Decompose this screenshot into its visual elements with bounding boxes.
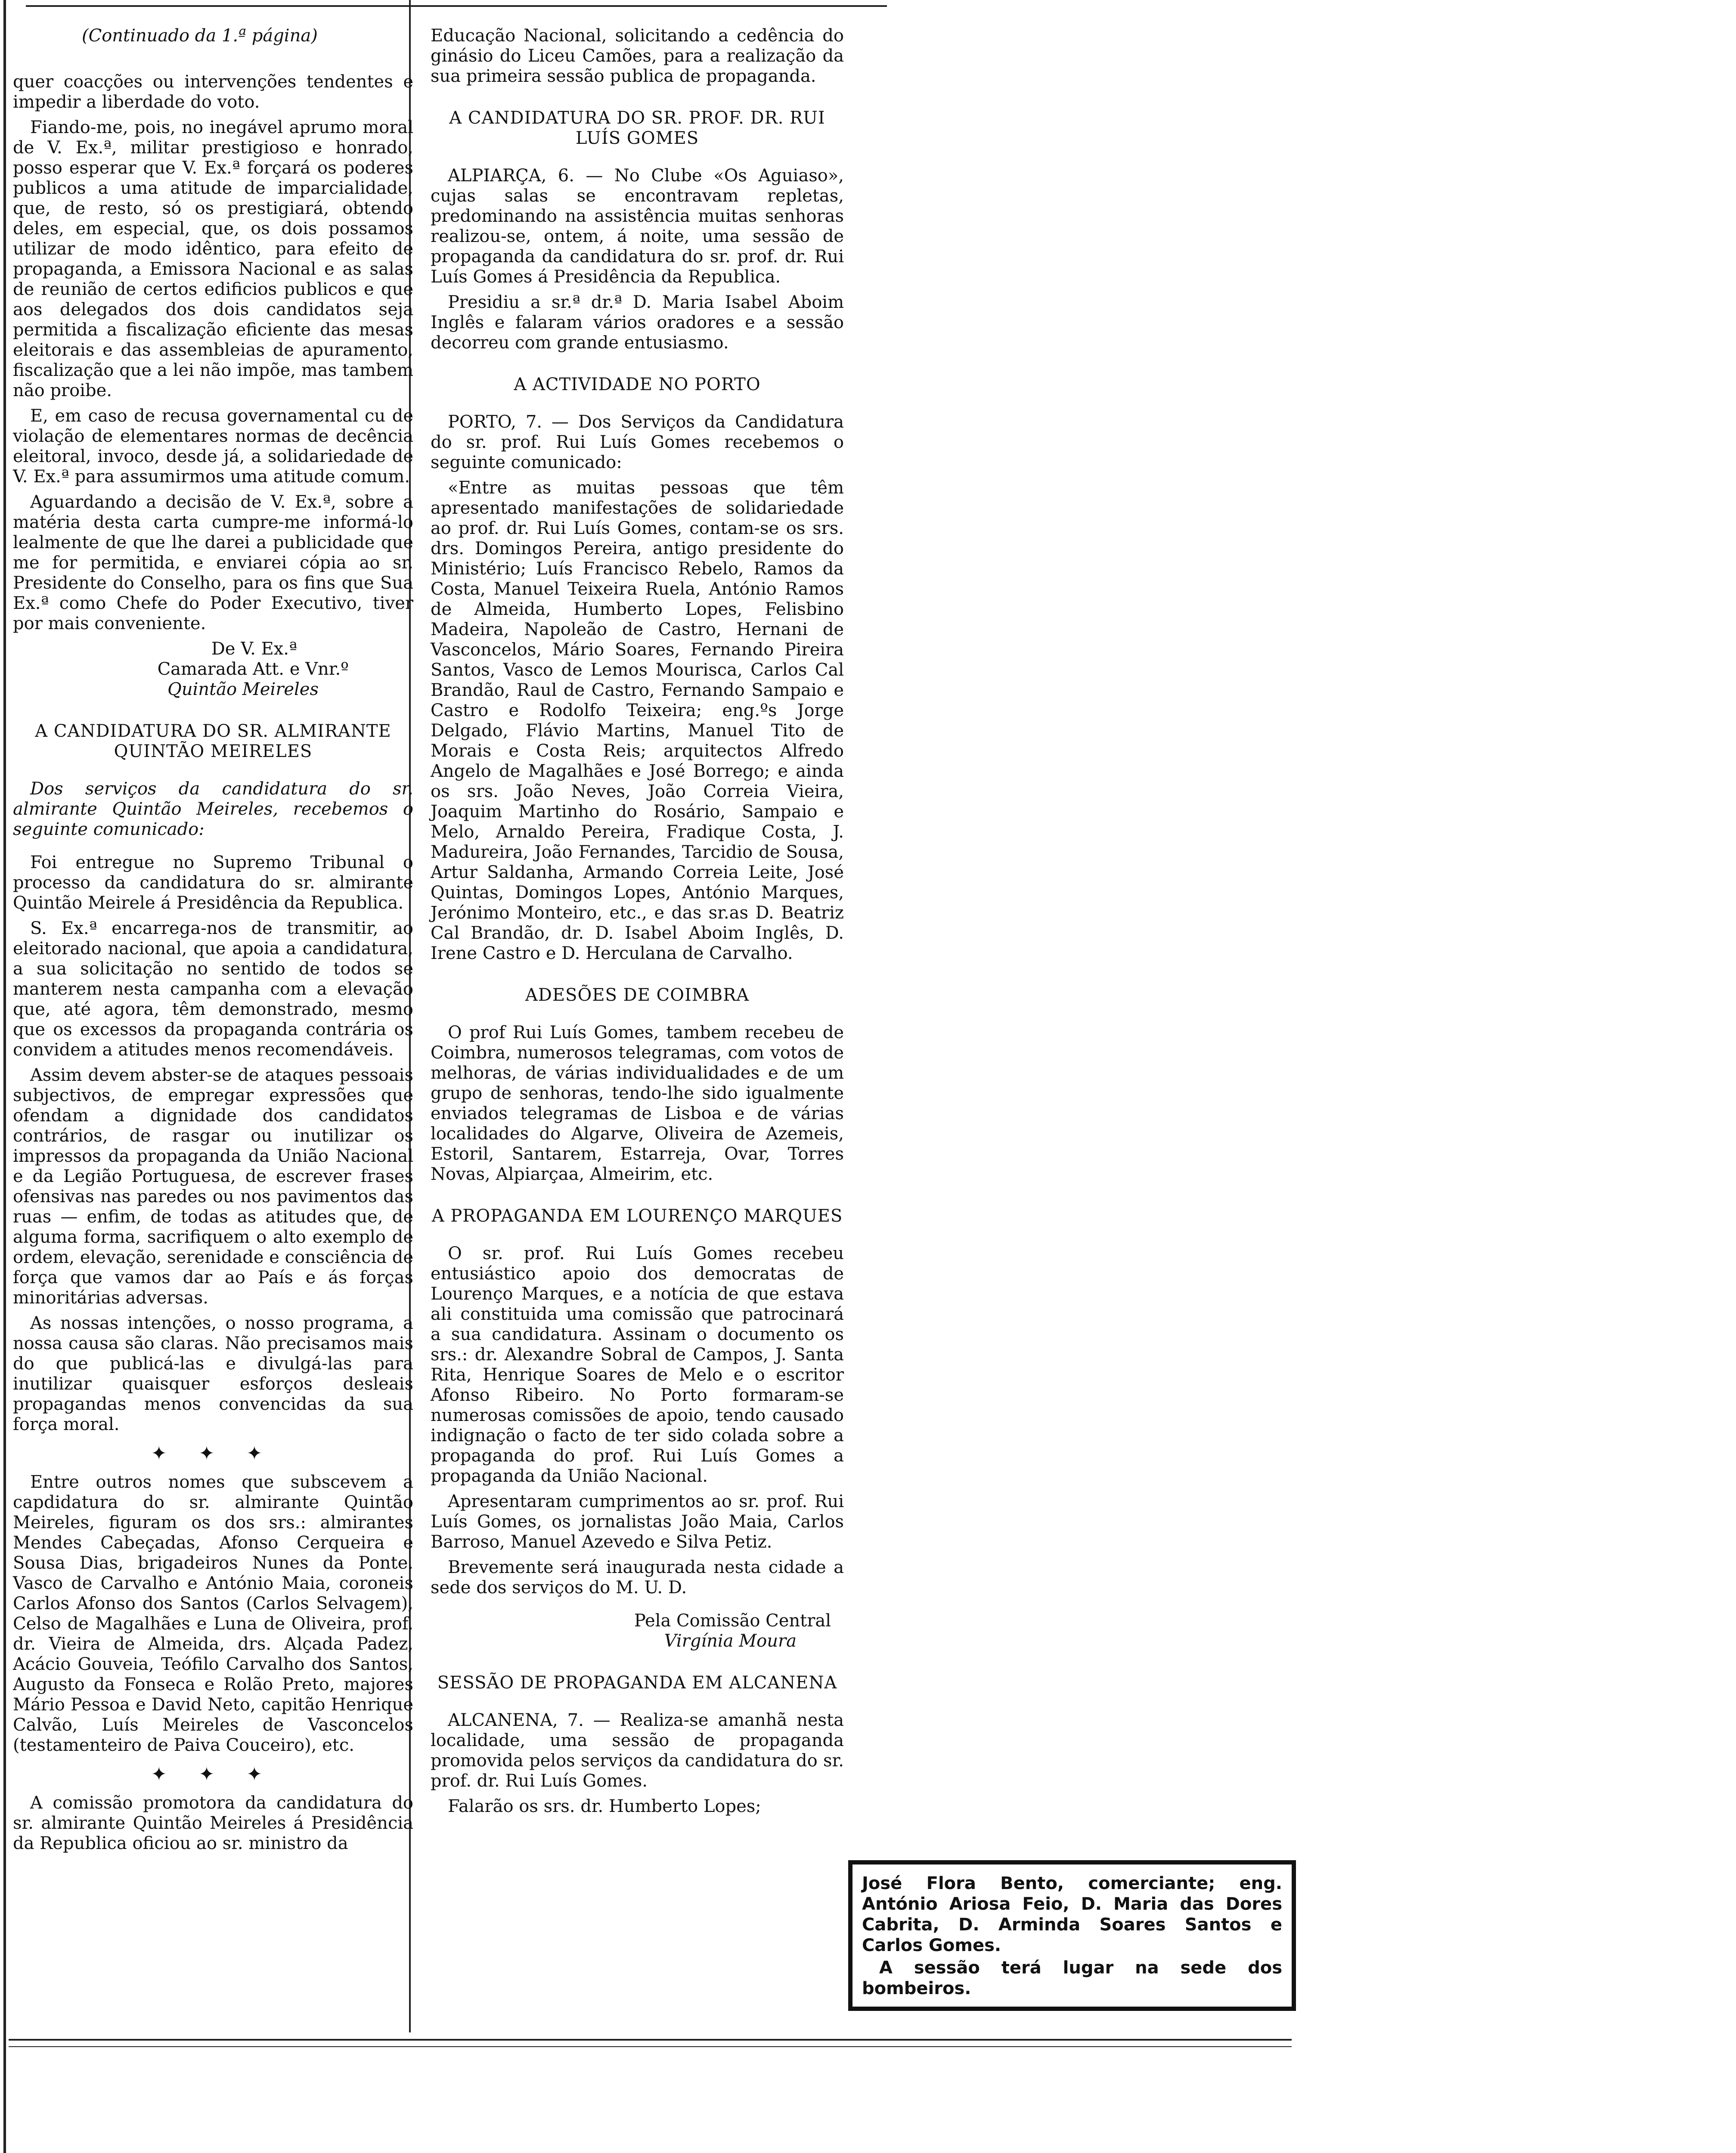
letter-closing: Camarada Att. e Vnr.º — [157, 659, 349, 679]
signature-name: Virgínia Moura — [664, 1631, 797, 1651]
paragraph: ALPIARÇA, 6. — No Clube «Os Aguiaso», cujas salas se encontravam repletas, predominando na assistência muitas senhoras realizou-se, ontem, á noite, uma sessão de propaganda da candidatura do sr. prof. dr. Rui Luís Gomes á Presidência da Republica. — [431, 166, 844, 287]
section-heading: A CANDIDATURA DO SR. ALMIRANTE QUINTÃO MEIRELES — [35, 721, 391, 761]
column-right — [431, 26, 844, 1822]
paragraph: «Entre as muitas pessoas que têm apresentado manifestações de solidariedade ao prof. dr. Rui Luís Gomes, contam-se os srs. drs. Domingos Pereira, antigo presidente do Ministério; Luís Francisco Rebelo, Ramos da Costa, Manuel Teixeira Ruela, António Ramos de Almeida, Humberto Lopes, Felisbino Madeira, Napoleão de Castro, Hernani de Vasconcelos, Mário Soares, Fernando Pireira Santos, Vasco de Lemos Mourisca, Carlos Cal Brandão, Raul de Castro, Fernando Sampaio e Castro e Rodolfo Teixeira; eng.ºs Jorge Delgado, Flávio Martins, Manuel Tito de Morais e Costa Reis; arquitectos Alfredo Angelo de Magalhães e José Borrego; e ainda os srs. João Neves, João Correia Vieira, Joaquim Martinho do Rosário, Sampaio e Melo, Arnaldo Pereira, Fradique Costa, J. Madureira, João Fernandes, Tarcidio de Sousa, Artur Saldanha, Armando Correia Leite, José Quintas, Domingos Lopes, António Marques, Jerónimo Monteiro, etc., e das sr.as D. Beatriz Cal Brandão, dr. D. Isabel Aboim Inglês, D. Irene Castro e D. Herculana de Carvalho. — [431, 478, 844, 963]
paragraph: PORTO, 7. — Dos Serviços da Candidatura do sr. prof. Rui Luís Gomes recebemos o seguinte comunicado: — [431, 412, 844, 472]
section-heading: ADESÕES DE COIMBRA — [525, 985, 750, 1005]
box-paragraph: A sessão terá lugar na sede dos bombeiros. — [862, 1958, 1282, 1998]
bottom-rule-thin — [9, 2046, 1292, 2047]
top-rule — [26, 5, 887, 7]
paragraph: As nossas intenções, o nosso programa, a nossa causa são claras. Não precisamos mais do que publicá-las e divulgá-las para inutilizar quaisquer esforços desleais propagandas menos convencidas da sua força moral. — [13, 1313, 413, 1434]
continuation-box — [848, 1860, 1296, 2011]
paragraph: Brevemente será inaugurada nesta cidade a sede dos serviços do M. U. D. — [431, 1557, 844, 1598]
paragraph: Aguardando a decisão de V. Ex.ª, sobre a matéria desta carta cumpre-me informá-lo lealmente de que lhe darei a publicidade que me for permitida, e enviarei cópia ao sr. Presidente do Conselho, para os fins que Sua Ex.ª como Chefe do Poder Executivo, tiver por mais conveniente. — [13, 492, 413, 633]
box-paragraph: José Flora Bento, comerciante; eng. António Ariosa Feio, D. Maria das Dores Cabrita, D. Arminda Soares Santos e Carlos Gomes. — [862, 1874, 1282, 1955]
paragraph: Assim devem abster-se de ataques pessoais subjectivos, de empregar expressões que ofendam a dignidade dos candidatos contrários, de rasgar ou inutilizar os impressos da propaganda da União Nacional e da Legião Portuguesa, de escrever frases ofensivas nas paredes ou nos pavimentos das ruas — enfim, de todas as atitudes que, de alguma forma, sacrifiquem o alto exemplo de ordem, elevação, serenidade e consciência de força que vamos dar ao País e ás forças minoritárias adversas. — [13, 1065, 413, 1308]
paragraph: Falarão os srs. dr. Humberto Lopes; — [448, 1796, 761, 1816]
paragraph: E, em caso de recusa governamental cu de violação de elementares normas de decência eleitoral, invoco, desde já, a solidariedade de V. Ex.ª para assumirmos uma atitude comum. — [13, 406, 413, 487]
letter-closing: De V. Ex.ª — [211, 639, 297, 659]
paragraph: ALCANENA, 7. — Realiza-se amanhã nesta localidade, uma sessão de propaganda promovida pelos serviços da candidatura do sr. prof. dr. Rui Luís Gomes. — [431, 1710, 844, 1791]
paragraph: S. Ex.ª encarrega-nos de transmitir, ao eleitorado nacional, que apoia a candidatura, a sua solicitação no sentido de todos se manterem nesta campanha com a elevação que, até agora, têm demonstrado, mesmo que os excessos da propaganda contrária os convidem a atitudes menos recomendáveis. — [13, 918, 413, 1060]
paragraph: Entre outros nomes que subscevem a capdidatura do sr. almirante Quintão Meireles, figuram os dos srs.: almirantes Mendes Cabeçadas, Afonso Cerqueira e Sousa Dias, brigadeiros Nunes da Ponte. Vasco de Carvalho e António Maia, coroneis Carlos Afonso dos Santos (Carlos Selvagem), Celso de Magalhães e Luna de Oliveira, prof. dr. Vieira de Almeida, drs. Alçada Padez, Acácio Gouveia, Teófilo Carvalho dos Santos, Augusto da Fonseca e Rolão Preto, majores Mário Pessoa e David Neto, capitão Henrique Calvão, Luís Meireles de Vasconcelos (testamenteiro de Paiva Couceiro), etc. — [13, 1472, 413, 1755]
section-separator: ✦ ✦ ✦ — [151, 1443, 276, 1464]
paragraph: Fiando-me, pois, no inegável aprumo moral de V. Ex.ª, militar prestigioso e honrado, posso esperar que V. Ex.ª forçará os poderes publicos a uma atitude de imparcialidade, que, de resto, só os prestigiará, obtendo deles, em especial, que, os dois possamos utilizar de modo idêntico, para efeito de propaganda, a Emissora Nacional e as salas de reunião de certos edificios publicos e que aos delegados dos dois candidatos seja permitida a fiscalização eficiente das mesas eleitorais e das assembleias de apuramento, fiscalização que a lei não impõe, mas tambem não proibe. — [13, 118, 413, 400]
paragraph: Presidiu a sr.ª dr.ª D. Maria Isabel Aboim Inglês e falaram vários oradores e a sessão decorreu com grande entusiasmo. — [431, 292, 844, 353]
continuation-note: (Continuado da 1.ª página) — [82, 26, 318, 46]
section-separator: ✦ ✦ ✦ — [151, 1763, 276, 1785]
paragraph: O sr. prof. Rui Luís Gomes recebeu entusiástico apoio dos democratas de Lourenço Marques, e a notícia de que estava ali constituida uma comissão que patrocinará a sua candidatura. Assinam o documento os srs.: dr. Alexandre Sobral de Campos, J. Santa Rita, Henrique Soares de Melo e o escritor Afonso Ribeiro. No Porto formaram-se numerosas comissões de apoio, tendo causado indignação o facto de ter sido colada sobre a propaganda do prof. Rui Luís Gomes a propaganda da União Nacional. — [431, 1244, 844, 1486]
column-left — [13, 26, 413, 1859]
section-heading: A CANDIDATURA DO SR. PROF. DR. RUI LUÍS GOMES — [449, 108, 825, 148]
paragraph: O prof Rui Luís Gomes, tambem recebeu de Coimbra, numerosos telegramas, com votos de melhoras, de várias individualidades e de um grupo de senhoras, tendo-lhe sido igualmente enviados telegramas de Lisboa e de várias localidades do Algarve, Oliveira de Azemeis, Estoril, Santarem, Estarreja, Ovar, Torres Novas, Alpiarçaa, Almeirim, etc. — [431, 1023, 844, 1184]
paragraph: Educação Nacional, solicitando a cedência do ginásio do Liceu Camões, para a realização da sua primeira sessão publica de propaganda. — [431, 26, 844, 86]
bottom-rule — [9, 2039, 1292, 2041]
section-heading: A ACTIVIDADE NO PORTO — [514, 375, 761, 394]
scan-edge — [3, 0, 6, 2153]
letter-signature: Quintão Meireles — [167, 679, 319, 699]
signature-line: Pela Comissão Central — [634, 1611, 831, 1631]
paragraph: Apresentaram cumprimentos ao sr. prof. Rui Luís Gomes, os jornalistas João Maia, Carlos Barroso, Manuel Azevedo e Silva Petiz. — [431, 1492, 844, 1552]
section-heading: A PROPAGANDA EM LOURENÇO MARQUES — [431, 1206, 843, 1226]
paragraph: quer coacções ou intervenções tendentes e impedir a liberdade do voto. — [13, 72, 413, 112]
paragraph: Foi entregue no Supremo Tribunal o processo da candidatura do sr. almirante Quintão Meirele á Presidência da Republica. — [13, 853, 413, 913]
section-heading: SESSÃO DE PROPAGANDA EM ALCANENA — [437, 1673, 837, 1693]
paragraph: A comissão promotora da candidatura do sr. almirante Quintão Meireles á Presidência da Republica oficiou ao sr. ministro da — [13, 1793, 413, 1853]
lead-paragraph: Dos serviços da candidatura do sr. almirante Quintão Meireles, recebemos o seguinte comunicado: — [13, 779, 413, 839]
